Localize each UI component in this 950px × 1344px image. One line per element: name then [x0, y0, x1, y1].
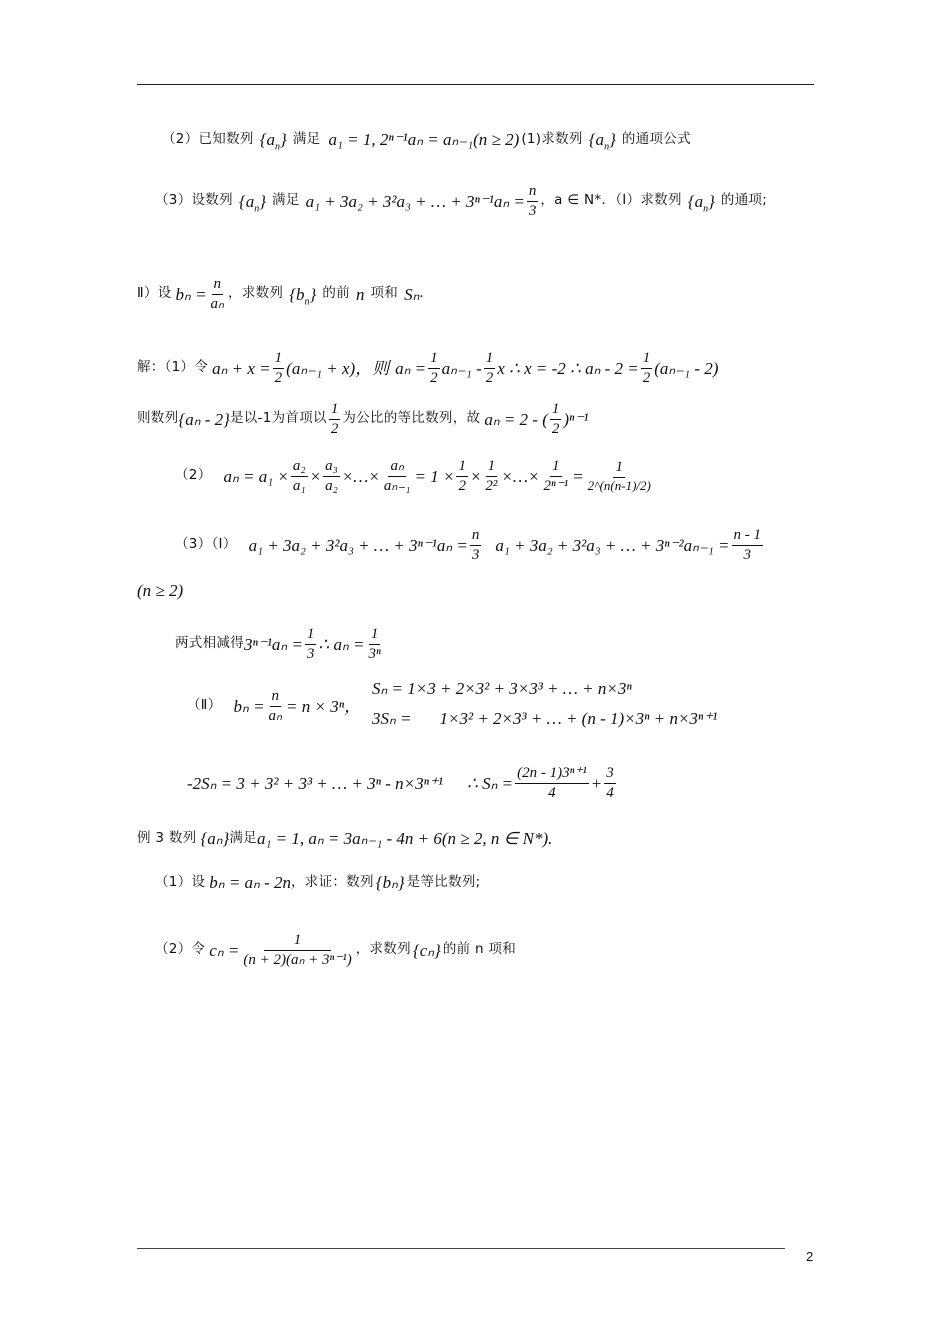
ii-res-den: 4: [548, 784, 556, 801]
sol3-a-num: n: [470, 527, 482, 546]
ex3-2-cn: cₙ =: [209, 940, 240, 960]
sol2-f1-den: a₁: [292, 477, 306, 494]
question-2-line: [162, 130, 691, 153]
half-num: 1: [305, 626, 317, 645]
sol2-label: （2）: [175, 467, 212, 484]
sol2-h2-den: 2²: [485, 477, 498, 494]
question-3-line: [155, 183, 767, 219]
sol1-half-4: [641, 350, 653, 386]
ii-den: aₙ: [268, 707, 283, 724]
sol2-last: [586, 459, 653, 493]
sol2-frac-3: [382, 458, 413, 494]
sol2-h3: [541, 458, 570, 494]
sol2-dots: ×…×: [341, 466, 380, 486]
ex3-seq: {aₙ}: [200, 829, 230, 848]
sol3-a: a₁ + 3a₂ + 3²a₃ + … + 3ⁿ⁻¹aₙ =: [248, 535, 468, 555]
solution-1b-line: [137, 401, 588, 437]
sol2-f2-den: a₂: [325, 477, 338, 494]
ii-m2-line: [187, 765, 618, 801]
sol1b-half: [329, 401, 341, 437]
solution-3-cond: [137, 582, 183, 599]
ii-3sn-r: 1×3² + 2×3³ + … + (n - 1)×3ⁿ + n×3ⁿ⁺¹: [439, 709, 718, 728]
sol2-frac-1: [291, 458, 308, 494]
sol3-label: （3）（Ⅰ）: [175, 536, 237, 553]
sol3-frac-a: [470, 527, 482, 563]
ii-res-frac-2: [604, 765, 616, 801]
q3-seq: $\{a_n\}$: [238, 191, 267, 214]
q3-formula-left: a₁ + 3a₂ + 3²a₃ + … + 3ⁿ⁻¹aₙ =: [305, 191, 525, 211]
sub-den-2: 3ⁿ: [368, 645, 381, 662]
sol3-cond: (n ≥ 2): [137, 581, 184, 600]
sol1-half-3: [484, 350, 496, 386]
sol1-d: aₙ₋₁ -: [441, 358, 482, 378]
sol1b-half-2: [550, 401, 562, 437]
solution-3-line: [175, 527, 765, 563]
ii-num: n: [270, 688, 282, 707]
half-num: 1: [486, 458, 498, 477]
ex3-2-tail: 的前 n 项和: [442, 941, 517, 958]
sol1-e: x ∴ x = -2 ∴ aₙ - 2 =: [497, 358, 639, 378]
ii-label: （Ⅱ）: [187, 697, 222, 714]
half-den: 2: [330, 420, 339, 437]
sol3-a-den: 3: [471, 546, 480, 563]
sol2-a: aₙ = a₁ ×: [223, 466, 289, 486]
ii-frac: [267, 688, 284, 724]
question-3b-line: [137, 276, 433, 312]
sol2-b: = 1 ×: [414, 466, 455, 486]
example-3-part-2: [155, 932, 516, 968]
page-number: 2: [806, 1249, 814, 1264]
sol1b-g: )ⁿ⁻¹: [563, 409, 589, 429]
sol-label: 解：（1）令: [137, 359, 209, 376]
q3-frac-num: n: [527, 183, 539, 202]
sol2-h2: [483, 458, 499, 494]
ii-b: = n × 3ⁿ，: [286, 696, 362, 716]
sol2-dots-2: ×…×: [501, 466, 540, 486]
sol1b-mid2: 为公比的等比数列，故: [342, 410, 481, 427]
ex3-2-frac: [241, 932, 353, 968]
q2-ask: (1)求数列: [521, 130, 583, 147]
half-den: 2: [274, 369, 283, 386]
sub-label: 两式相减得: [175, 635, 244, 652]
subtract-line: [175, 626, 385, 662]
q2-formula: a₁ = 1, 2ⁿ⁻¹aₙ = aₙ₋₁(n ≥ 2): [328, 130, 520, 149]
sub-frac-1: [305, 626, 317, 662]
header-rule: [137, 84, 814, 85]
q3-fraction: [527, 183, 539, 219]
sol2-h1-den: 2: [458, 477, 466, 494]
q3-frac-den: 3: [528, 202, 537, 219]
sol1-f: (aₙ₋₁ - 2): [654, 358, 719, 378]
ex3-2-den: (n + 2)(aₙ + 3ⁿ⁻¹): [243, 951, 352, 968]
half-num: 1: [550, 401, 562, 420]
ii-sn-line: [372, 680, 632, 697]
ex3-1-seq: {bₙ}: [375, 873, 405, 892]
q2-sat: 满足: [292, 130, 321, 147]
ex3-1-label: （1）设: [155, 873, 206, 890]
half-num: 1: [484, 350, 496, 369]
half-num: 1: [428, 350, 440, 369]
sol2-f3-den: aₙ₋₁: [383, 477, 411, 494]
ex3-2-seq: {cₙ}: [412, 940, 441, 960]
ii-a: bₙ =: [233, 696, 265, 716]
sub-den-1: 3: [306, 645, 315, 662]
example-3-line: [137, 830, 552, 847]
ii-3sn: 3Sₙ =: [372, 709, 412, 728]
q3b-tail1: 的前: [322, 285, 350, 302]
ex3-2-label: （2）令: [155, 941, 206, 958]
ex3-2-mid: ，求数列: [355, 941, 411, 958]
ii-res-frac: [515, 765, 589, 801]
q3b-tail2: 项和: [370, 285, 399, 302]
sol2-last-den: 2^(n(n-1)/2): [587, 477, 651, 493]
half-den: 2: [551, 420, 560, 437]
q2-seq: $\{a_n\}$: [259, 130, 287, 153]
sol1-b: (aₙ₋₁ + x)，则: [286, 358, 390, 378]
half-num: 1: [329, 401, 341, 420]
q2-seq-2: $\{a_n\}$: [588, 130, 616, 153]
sol2-f2-num: a₃: [323, 458, 340, 477]
sub-frac-2: [366, 626, 382, 662]
q2-label: （2）已知数列: [162, 130, 254, 147]
half-num: 1: [613, 459, 625, 478]
sub-a: 3ⁿ⁻¹aₙ =: [244, 634, 303, 654]
ex3-2-num: 1: [264, 932, 332, 951]
q3-label: （3）设数列: [155, 192, 233, 209]
q3-seq-2: $\{a_n\}$: [687, 191, 715, 214]
sol1b-f: aₙ = 2 - (: [484, 409, 548, 429]
half-den: 2: [430, 369, 438, 386]
q3b-den: aₙ: [210, 295, 225, 312]
footer-rule: [137, 1248, 785, 1249]
sol3-b: a₁ + 3a₂ + 3²a₃ + … + 3ⁿ⁻²aₙ₋₁ =: [495, 535, 730, 555]
q3b-label: Ⅱ）设: [137, 285, 172, 302]
half-num: 1: [273, 350, 285, 369]
sol2-f1-num: a₂: [291, 458, 308, 477]
q3b-ask: ，求数列: [228, 285, 284, 302]
ii-res2-den: 4: [606, 784, 614, 801]
q3-tail: 的通项;: [720, 192, 768, 209]
sol3-b-num: n - 1: [732, 527, 764, 546]
half-num: 1: [641, 350, 653, 369]
solution-2-line: （2） aₙ = a₁ × $\frac{\text{a₂}}{\text{a₁}}$ × $\frac{\text{a₃}}{\text{a₂}}$ ×…× $\frac{\text{aₙ}}{\text{aₙ₋₁}}$ = 1 × $\frac{1}{2}$ × $\frac{1}{\text{2²}}$ ×…× $\frac{1}{\text{2ⁿ⁻¹}}$ = $\frac{1}{2\^{}(n(n-1)/2)}$: [175, 458, 651, 494]
q3-sat: 满足: [272, 192, 300, 209]
sub-b: ∴ aₙ =: [318, 634, 365, 654]
ii-m2: -2Sₙ = 3 + 3² + 3³ + … + 3ⁿ - n×3ⁿ⁺¹: [187, 773, 444, 793]
ii-res-num: (2n - 1)3ⁿ⁺¹: [515, 765, 589, 784]
q3b-num: n: [212, 276, 224, 295]
q3b-end: ．: [419, 285, 434, 302]
half-num: 1: [550, 458, 562, 477]
half-den: 2: [642, 369, 651, 386]
sol2-h3-den: 2ⁿ⁻¹: [543, 477, 569, 494]
ex3-label: 例 3 数列: [137, 829, 197, 846]
q3b-n: n: [355, 284, 365, 304]
ex3-1-tail: 是等比数列;: [406, 873, 481, 890]
sol3-b-den: 3: [743, 546, 752, 563]
ex3-formula: a₁ = 1, aₙ = 3aₙ₋₁ - 4n + 6(n ≥ 2, n ∈ N*).: [256, 829, 553, 848]
q3b-bn: bₙ =: [175, 284, 207, 304]
ii-3sn-line: [372, 710, 717, 727]
sol1-c: aₙ =: [395, 358, 427, 378]
q2-tail: 的通项公式: [621, 130, 691, 147]
ex3-1-f: bₙ = aₙ - 2n: [209, 873, 291, 892]
ii-res2-num: 3: [604, 765, 616, 784]
ex3-1-mid: ，求证：数列: [290, 873, 374, 890]
sol1-half-1: [273, 350, 285, 386]
sol3-frac-b: [732, 527, 764, 563]
sol1b-pre: 则数列: [137, 410, 179, 427]
sol2-h1: [456, 458, 468, 494]
half-den: 2: [485, 369, 494, 386]
sol2-f3-num: aₙ: [388, 458, 405, 477]
ii-res: ∴ Sₙ =: [467, 773, 514, 793]
half-num: 1: [369, 626, 381, 645]
q3b-fraction: [209, 276, 226, 312]
sol1-half-2: [428, 350, 440, 386]
sol2-frac-2: [323, 458, 340, 494]
ii-plus: +: [590, 773, 603, 793]
ex3-sat: 满足: [229, 829, 257, 846]
solution-1-line: [137, 350, 718, 386]
q3b-seq: $\{b_n\}$: [289, 284, 317, 307]
example-3-part-1: [155, 874, 481, 891]
q3-cond: ，a ∈ N*．（Ⅰ）求数列: [540, 192, 682, 209]
sol1b-seq: {aₙ - 2}: [178, 409, 230, 429]
sol1-a: aₙ + x =: [212, 358, 271, 378]
part-ii-line: [187, 688, 361, 724]
ii-sn: Sₙ = 1×3 + 2×3² + 3×3³ + … + n×3ⁿ: [372, 679, 632, 698]
sol2-eq: =: [572, 466, 584, 486]
half-num: 1: [456, 458, 468, 477]
sol1b-mid: 是以-1为首项以: [229, 410, 327, 427]
q3b-sn: Sₙ: [404, 284, 420, 304]
